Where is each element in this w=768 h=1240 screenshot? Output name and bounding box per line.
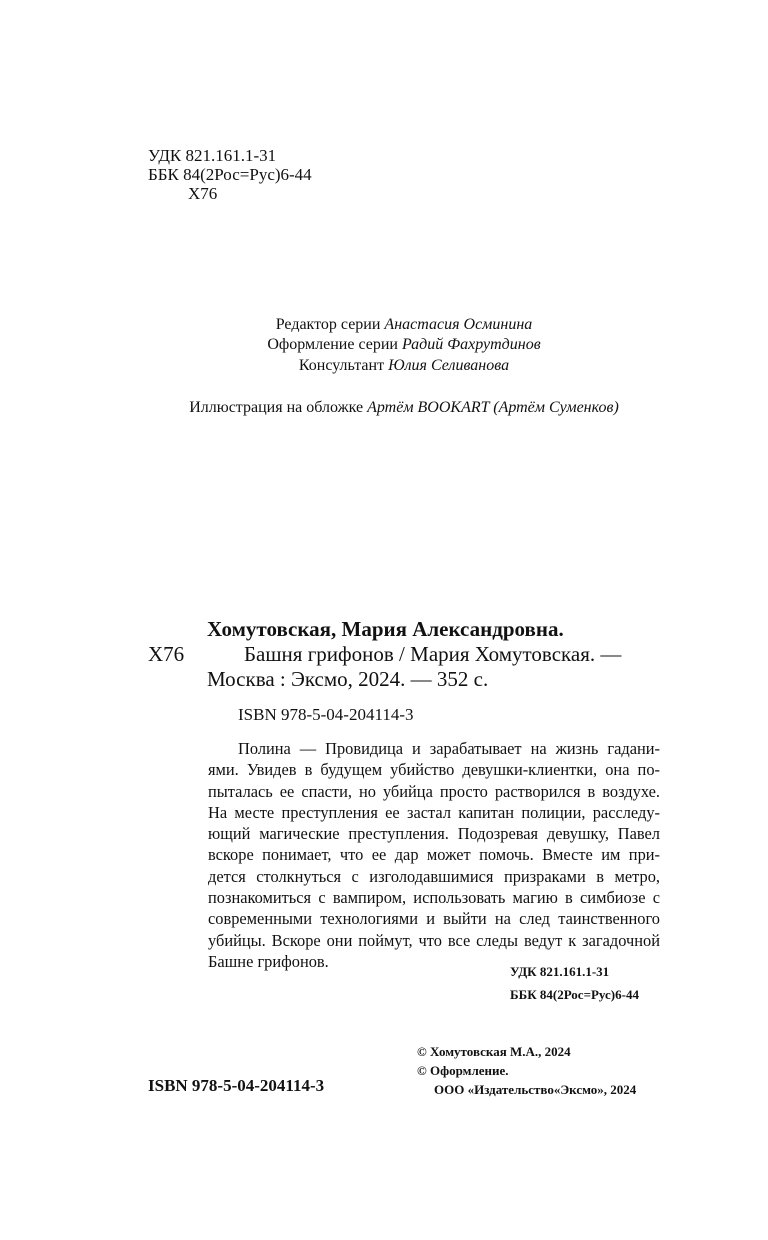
record-isbn: ISBN 978-5-04-204114-3 [238, 705, 414, 724]
title-line: Башня грифонов / Мария Хомутовская. — [244, 642, 622, 666]
consultant-label: Консультант [298, 357, 385, 374]
annotation-line: Башне грифонов. [208, 951, 329, 971]
annotation-line: вскоре понимает, что ее дар может помочь. Вместе им при- [208, 845, 660, 865]
copyright-author: © Хомутовская М.А., 2024 [417, 1044, 571, 1059]
copyright-publisher: ООО «Издательство«Эксмо», 2024 [434, 1082, 637, 1097]
footer-bbk: ББК 84(2Рос=Рус)6-44 [510, 987, 639, 1002]
annotation-line: дется столкнуться с изголодавшимися призраками в метро, [208, 866, 660, 886]
author-sign: Х76 [188, 184, 218, 203]
annotation-line: Полина — Провидица и зарабатывает на жизнь гадани- [238, 739, 660, 758]
series-design [0, 334, 768, 355]
imprint-line: Москва : Эксмо, 2024. — 352 с. [207, 667, 489, 691]
author-heading: Хомутовская, Мария Александровна. [207, 617, 564, 641]
consultant-name: Юлия Селиванова [388, 357, 510, 374]
footer-isbn: ISBN 978-5-04-204114-3 [148, 1076, 325, 1095]
bbk-code: ББК 84(2Рос=Рус)6-44 [148, 165, 312, 184]
series-editor [0, 314, 768, 335]
annotation-line: На месте преступления ее застал капитан полиции, расследу- [208, 802, 660, 822]
record-author-sign: Х76 [148, 642, 185, 666]
copyright-design: © Оформление. [417, 1063, 509, 1078]
udk-code: УДК 821.161.1-31 [148, 146, 277, 165]
series-design-label: Оформление серии [267, 336, 398, 353]
annotation-line: пыталась ее спасти, но убийца просто растворился в воздухе. [208, 781, 660, 801]
annotation-line: ющий магические преступления. Подозревая девушку, Павел [208, 824, 660, 844]
series-design-name: Радий Фахрутдинов [401, 336, 541, 353]
cover-illustration-name: Артём BOOKART (Артём Суменков) [367, 399, 619, 416]
footer-udk: УДК 821.161.1-31 [510, 964, 610, 979]
cover-illustration [0, 397, 768, 418]
annotation-line: познакомиться с вампиром, использовать магию в симбиозе с [208, 888, 660, 908]
series-editor-label: Редактор серии [275, 316, 381, 333]
annotation [208, 738, 660, 972]
annotation-line: современными технологиями и выйти на след таинственного [208, 909, 660, 929]
annotation-line: ями. Увидев в будущем убийство девушки-клиентки, она по- [208, 760, 660, 780]
cover-illustration-label: Иллюстрация на обложке [189, 399, 364, 416]
series-editor-name: Анастасия Осминина [384, 316, 533, 333]
annotation-line: убийцы. Вскоре они поймут, что все следы ведут к загадочной [208, 930, 660, 950]
consultant [0, 355, 768, 376]
